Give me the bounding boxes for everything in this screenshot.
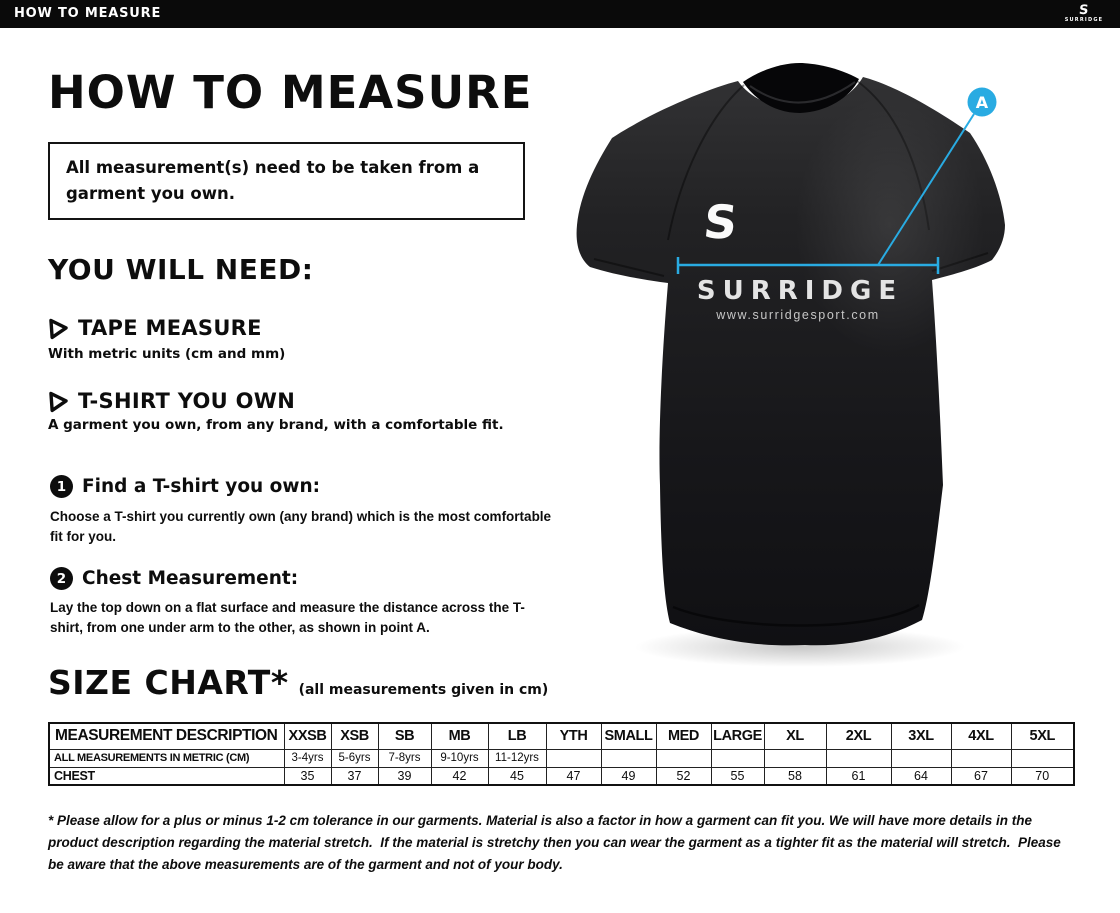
step-1-title: Find a T-shirt you own: [82,476,321,497]
size-chart-cell: 42 [431,767,488,785]
size-chart-cell: 64 [891,767,951,785]
size-chart-cell [764,749,826,767]
size-chart-col-xl: XL [764,723,826,749]
size-chart-cell: 61 [826,767,891,785]
step-2-heading [50,567,298,590]
size-chart-cell: 70 [1011,767,1074,785]
shirt-brand-print: SURRIDGE [696,276,904,306]
size-chart-cell [1011,749,1074,767]
need-item-tape-measure [48,316,262,340]
size-chart-col-mb: MB [431,723,488,749]
shirt-website-print: www.surridgesport.com [716,308,880,322]
size-chart-cell: 37 [331,767,378,785]
size-chart-cell: 7-8yrs [378,749,431,767]
size-chart-heading: SIZE CHART* [48,663,289,702]
size-chart-cell: 67 [951,767,1011,785]
size-chart-cell [711,749,764,767]
size-chart-header-row [49,723,1074,749]
size-chart-table [48,722,1075,786]
shirt-s-logo: S [701,195,740,249]
play-triangle-icon [48,390,69,413]
size-chart-cell [951,749,1011,767]
size-chart-col-4xl: 4XL [951,723,1011,749]
size-chart-cell: 47 [546,767,601,785]
size-chart-cell: 58 [764,767,826,785]
top-bar-title: HOW TO MEASURE [14,6,162,21]
size-chart-col-2xl: 2XL [826,723,891,749]
size-chart-subheading: (all measurements given in cm) [298,682,549,698]
size-chart-col-yth: YTH [546,723,601,749]
surridge-wordmark: SURRIDGE [1064,16,1104,23]
size-chart-cell: 55 [711,767,764,785]
size-chart-cell: 49 [601,767,656,785]
step-2-title: Chest Measurement: [82,568,299,589]
tolerance-footnote: * Please allow for a plus or minus 1-2 cm tolerance in our garments. Material is also a factor in how a garment can fit you. We will have more details in the product description regarding the material stretch. If the material is stretchy then you can wear the garment as a tighter fit as the material will stretch. Please be aware that the above measurements are of the garment and not of your body. [48,813,1065,872]
size-chart-col-large: LARGE [711,723,764,749]
you-will-need-heading: YOU WILL NEED: [48,253,314,286]
need-item-label: TAPE MEASURE [78,316,262,340]
size-chart-col-3xl: 3XL [891,723,951,749]
size-chart-row-label: ALL MEASUREMENTS IN METRIC (CM) [49,749,284,767]
surridge-logo-icon [1056,1,1112,27]
size-chart-cell [546,749,601,767]
step-1-description: Choose a T-shirt you currently own (any brand) which is the most comfortable fit for you. [50,509,552,544]
size-chart-cell: 9-10yrs [431,749,488,767]
size-chart-col-med: MED [656,723,711,749]
size-chart-cell [656,749,711,767]
size-chart-cell: 5-6yrs [331,749,378,767]
top-bar [0,0,1120,28]
size-chart-row-label: CHEST [49,767,284,785]
size-chart-cell: 39 [378,767,431,785]
step-1-number-badge: 1 [50,475,73,498]
size-chart-col-lb: LB [488,723,546,749]
size-chart-col-description: MEASUREMENT DESCRIPTION [49,723,284,749]
step-2-description: Lay the top down on a flat surface and measure the distance across the T-shirt, from one under arm to the other, as shown in point A. [50,600,525,635]
size-chart-heading-row [48,663,548,702]
size-chart-col-small: SMALL [601,723,656,749]
need-item-description: With metric units (cm and mm) [48,346,286,362]
need-item-description: A garment you own, from any brand, with a comfortable fit. [48,417,504,433]
size-chart-col-5xl: 5XL [1011,723,1074,749]
need-item-tshirt [48,389,295,413]
tshirt-illustration [560,55,1070,675]
size-chart-cell [826,749,891,767]
size-chart-row [49,767,1074,785]
size-chart-cell [601,749,656,767]
need-item-label: T-SHIRT YOU OWN [78,389,296,413]
size-chart-cell: 11-12yrs [488,749,546,767]
size-chart-cell [891,749,951,767]
surridge-s-glyph: S [1078,2,1090,18]
size-chart-row [49,749,1074,767]
point-a-label: A [975,93,989,112]
size-chart-cell: 3-4yrs [284,749,331,767]
size-chart-cell: 45 [488,767,546,785]
step-2-number-badge: 2 [50,567,73,590]
tshirt-diagram [560,55,1070,675]
size-chart-cell: 35 [284,767,331,785]
size-chart-cell: 52 [656,767,711,785]
step-1-heading [50,475,320,498]
page-title: HOW TO MEASURE [48,66,533,119]
notice-box: All measurement(s) need to be taken from a garment you own. [48,142,525,220]
size-chart-col-xsb: XSB [331,723,378,749]
size-chart-col-sb: SB [378,723,431,749]
size-chart-col-xxsb: XXSB [284,723,331,749]
play-triangle-icon [48,317,69,340]
